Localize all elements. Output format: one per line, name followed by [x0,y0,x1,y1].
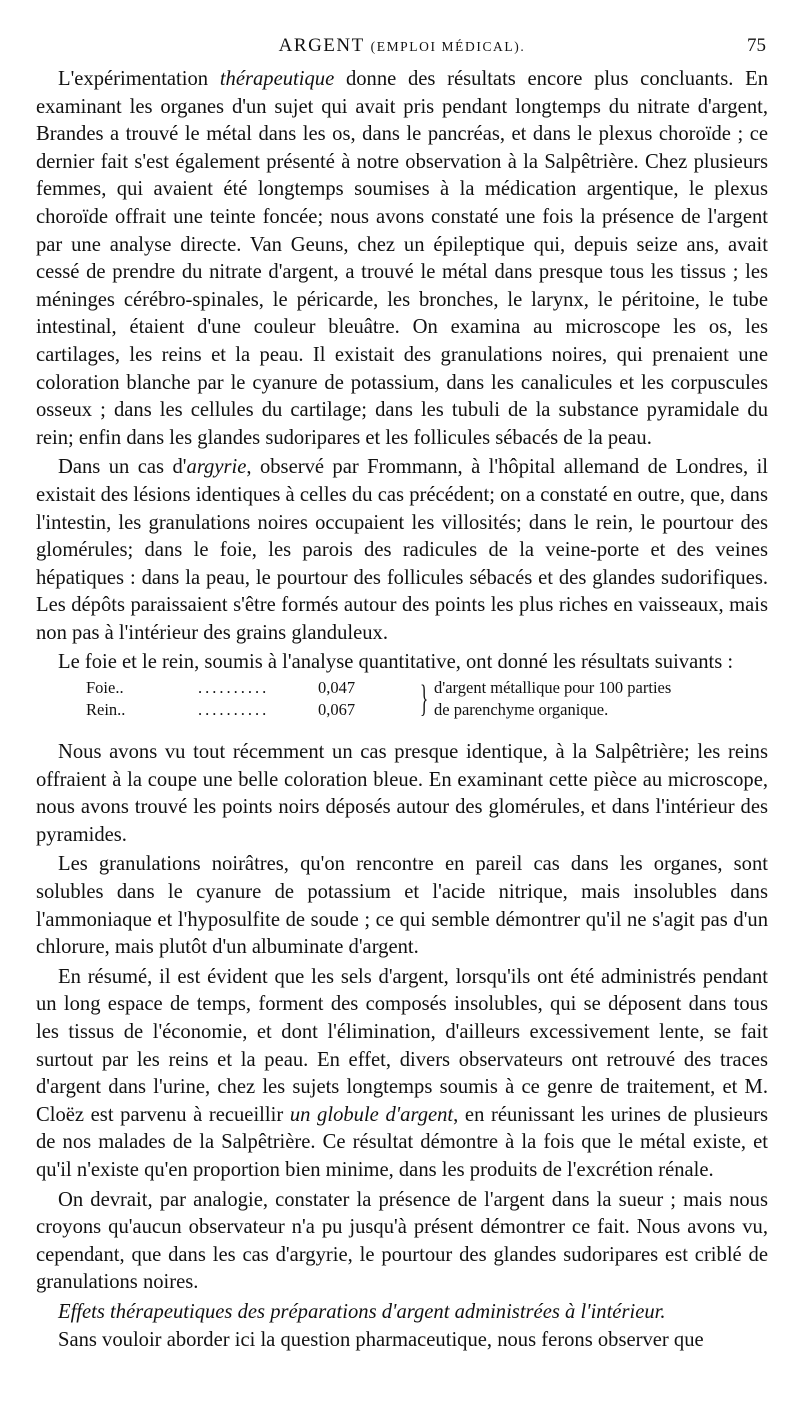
table-note-line-2: de parenchyme organique. [434,700,609,720]
row-label: Foie.. [86,678,124,698]
paragraph-4: Nous avons vu tout récemment un cas presque identique, à la Salpêtrière; les reins offraient à la coupe une belle coloration bleue. En examinant cette pièce au microscope, nous avons trouvé les points noirs déposés autour des glomérules, et dans l'intérieur des pyramides. [36,741,768,846]
paragraph-5: Les granulations noirâtres, qu'on rencontre en pareil cas dans les organes, sont solubles dans le cyanure de potassium et l'acide nitrique, mais insolubles dans l'ammoniaque et l'hyposulfite de soude ; ce qui semble démontrer qu'il ne s'agit pas d'un chlorure, mais plutôt d'un albuminate d'argent. [36,853,768,959]
table-row [86,699,370,721]
section-heading: Effets thérapeutiques des préparations d'argent administrées à l'intérieur. [58,1300,666,1323]
italic-term: un globule d'argent [289,1103,454,1126]
running-header [36,26,768,66]
paragraph-1: L'expérimentation thérapeutique donne des résultats encore plus concluants. En examinant les organes d'un sujet qui avait pris pendant longtemps du nitrate d'argent, Brandes a trouvé le métal dans les os, dans le pancréas, et dans le plexus choroïde ; ce dernier fait s'est également présenté à notre observation à la Salpêtrière. Chez plusieurs femmes, qui avaient été longtemps soumises à la médication argentique, le plexus choroïde offrait une teinte foncée; nous avons constaté une fois la présence de l'argent par une analyse directe. Van Geuns, chez un épileptique qui, depuis seize ans, avait cessé de prendre du nitrate d'argent, a trouvé le métal dans presque tous les tissus ; les méninges cérébro-spinales, le péricarde, les bronches, le larynx, le péritoine, le tube intestinal, étaient d'une couleur bleuâtre. On examina au microscope les os, les cartilages, les reins et la peau. Il existait des granulations noires, qui prenaient une coloration blanche par le cyanure de potassium, dans les canalicules et les corpuscules osseux ; dans les cellules du cartilage; dans les tubuli de la substance pyramidale du rein; enfin dans les glandes sudoripares et les follicules sébacés de la peau. [36,68,768,449]
paragraph-3: Le foie et le rein, soumis à l'analyse quantitative, ont donné les résultats suivants : [58,651,734,674]
table-note-line-1: d'argent métallique pour 100 parties [434,678,672,698]
header-title: ARGENT (EMPLOI MÉDICAL). [278,35,526,56]
paragraph-7: On devrait, par analogie, constater la présence de l'argent dans la sueur ; mais nous croyons qu'aucun observateur n'a pu jusqu'à présent démontrer ce fait. Nous avons vu, cependant, que dans les cas d'argyrie, le pourtour des glandes sudoripares est criblé de granulations noires. [36,1188,768,1294]
leader-dots: .......... [198,678,270,698]
header-subtitle: (EMPLOI MÉDICAL). [370,39,526,54]
table-row [86,677,370,699]
paragraph-8: Sans vouloir aborder ici la question pharmaceutique, nous ferons observer que [58,1328,704,1351]
row-value: 0,067 [318,700,356,720]
row-label: Rein.. [86,700,126,720]
italic-term: thérapeutique [219,68,335,90]
row-value: 0,047 [318,678,356,698]
page-number: 75 [747,35,766,56]
brace-glyph: } [420,678,429,721]
leader-dots: .......... [198,700,270,720]
analysis-table [36,677,768,731]
italic-term: argyrie [186,456,247,479]
paragraph-2: Dans un cas d'argyrie, observé par Frommann, à l'hôpital allemand de Londres, il existait des lésions identiques à celles du cas précédent; on a constaté en outre, que, dans l'intestin, les granulations noires occupaient les villosités; dans le rein, le pourtour des glomérules; dans le foie, les parois des radicules de la veine-porte et des veines hépatiques : dans la peau, le pourtour des follicules sébacés et des glandes sudorifiques. Les dépôts paraissaient s'être formés autour des points les plus riches en vaisseaux, mais non pas à l'intérieur des grains glanduleux. [36,456,769,644]
paragraph-6: En résumé, il est évident que les sels d'argent, lorsqu'ils ont été administrés pendant un long espace de temps, forment des composés insolubles, qui se déposent dans tous les tissus de l'économie, et dont l'élimination, d'ailleurs excessivement lente, se fait surtout par les reins et la peau. En effet, divers observateurs ont retrouvé des traces d'argent dans l'urine, chez les sujets longtemps soumis à ce genre de traitement, et M. Cloëz est parvenu à recueillir un globule d'argent, en réunissant les urines de plusieurs de nos malades de la Salpêtrière. Ce résultat démontre à la fois que le métal existe, et qu'il n'existe qu'en proportion bien minime, dans les produits de l'excrétion rénale. [36,965,768,1181]
